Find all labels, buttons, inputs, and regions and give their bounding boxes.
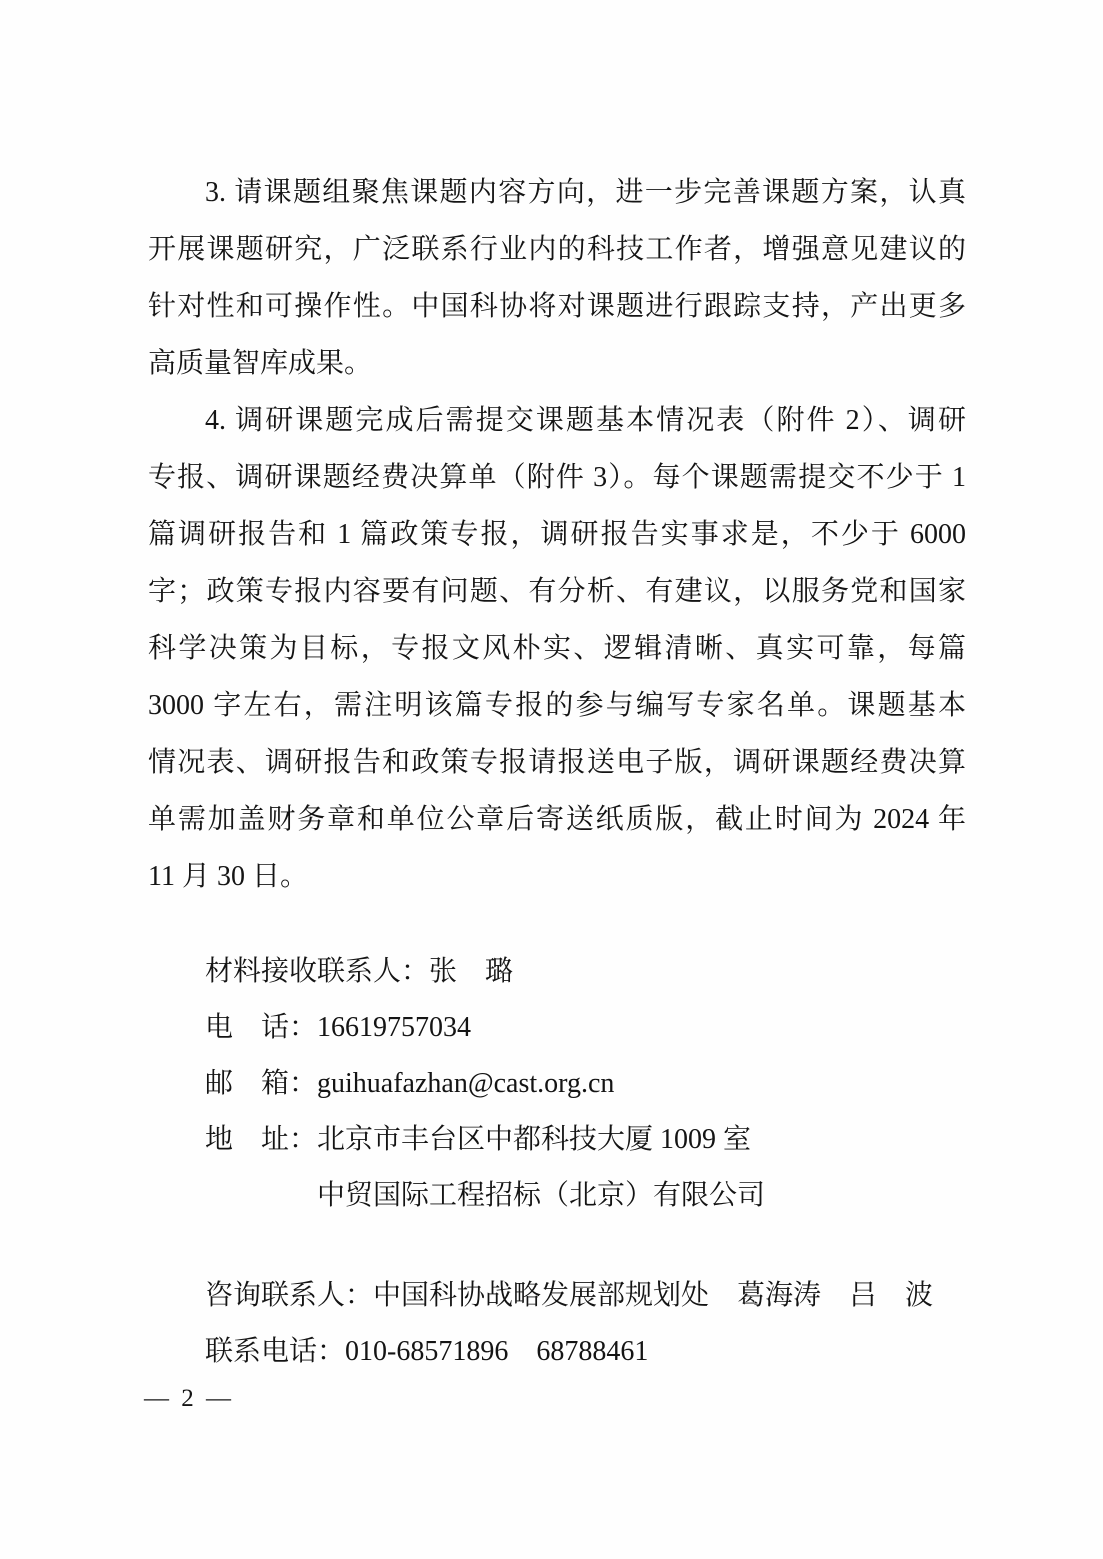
- material-contact-name: 材料接收联系人：张 璐: [205, 956, 514, 987]
- material-contact-company: 中贸国际工程招标（北京）有限公司: [317, 1180, 766, 1211]
- paragraph-4-line-4: 字；政策专报内容要有问题、有分析、有建议，以服务党和国家: [148, 576, 966, 607]
- document-body: [148, 164, 966, 905]
- paragraph-3-line-1: 3. 请课题组聚焦课题内容方向，进一步完善课题方案，认真: [205, 177, 966, 208]
- paragraph-4-line-8: 单需加盖财务章和单位公章后寄送纸质版，截止时间为 2024 年: [148, 804, 966, 835]
- paragraph-4-line-6: 3000 字左右，需注明该篇专报的参与编写专家名单。课题基本: [148, 690, 966, 721]
- paragraph-4-line-1: 4. 调研课题完成后需提交课题基本情况表（附件 2）、调研: [205, 405, 966, 436]
- material-contact-address: 地 址：北京市丰台区中都科技大厦 1009 室: [205, 1124, 752, 1155]
- paragraph-3-line-4: 高质量智库成果。: [148, 348, 373, 379]
- page-number: — 2 —: [144, 1385, 234, 1412]
- paragraph-3-line-3: 针对性和可操作性。中国科协将对课题进行跟踪支持，产出更多: [148, 291, 966, 322]
- paragraph-4-line-9: 11 月 30 日。: [148, 861, 308, 892]
- paragraph-4-line-3: 篇调研报告和 1 篇政策专报，调研报告实事求是，不少于 6000: [148, 519, 966, 550]
- material-contact-email: 邮 箱：guihuafazhan@cast.org.cn: [205, 1068, 615, 1099]
- material-contact-block: [148, 944, 966, 1224]
- consult-contact-phone: 联系电话：010-68571896 68788461: [205, 1336, 649, 1367]
- consult-contact-block: [148, 1268, 966, 1380]
- material-contact-phone: 电 话：16619757034: [205, 1012, 472, 1043]
- paragraph-4-line-2: 专报、调研课题经费决算单（附件 3）。每个课题需提交不少于 1: [148, 462, 966, 493]
- paragraph-4-line-5: 科学决策为目标，专报文风朴实、逻辑清晰、真实可靠，每篇: [148, 633, 966, 664]
- paragraph-4-line-7: 情况表、调研报告和政策专报请报送电子版，调研课题经费决算: [148, 747, 966, 778]
- paragraph-3-line-2: 开展课题研究，广泛联系行业内的科技工作者，增强意见建议的: [148, 234, 966, 265]
- consult-contact-name: 咨询联系人：中国科协战略发展部规划处 葛海涛 吕 波: [205, 1280, 934, 1311]
